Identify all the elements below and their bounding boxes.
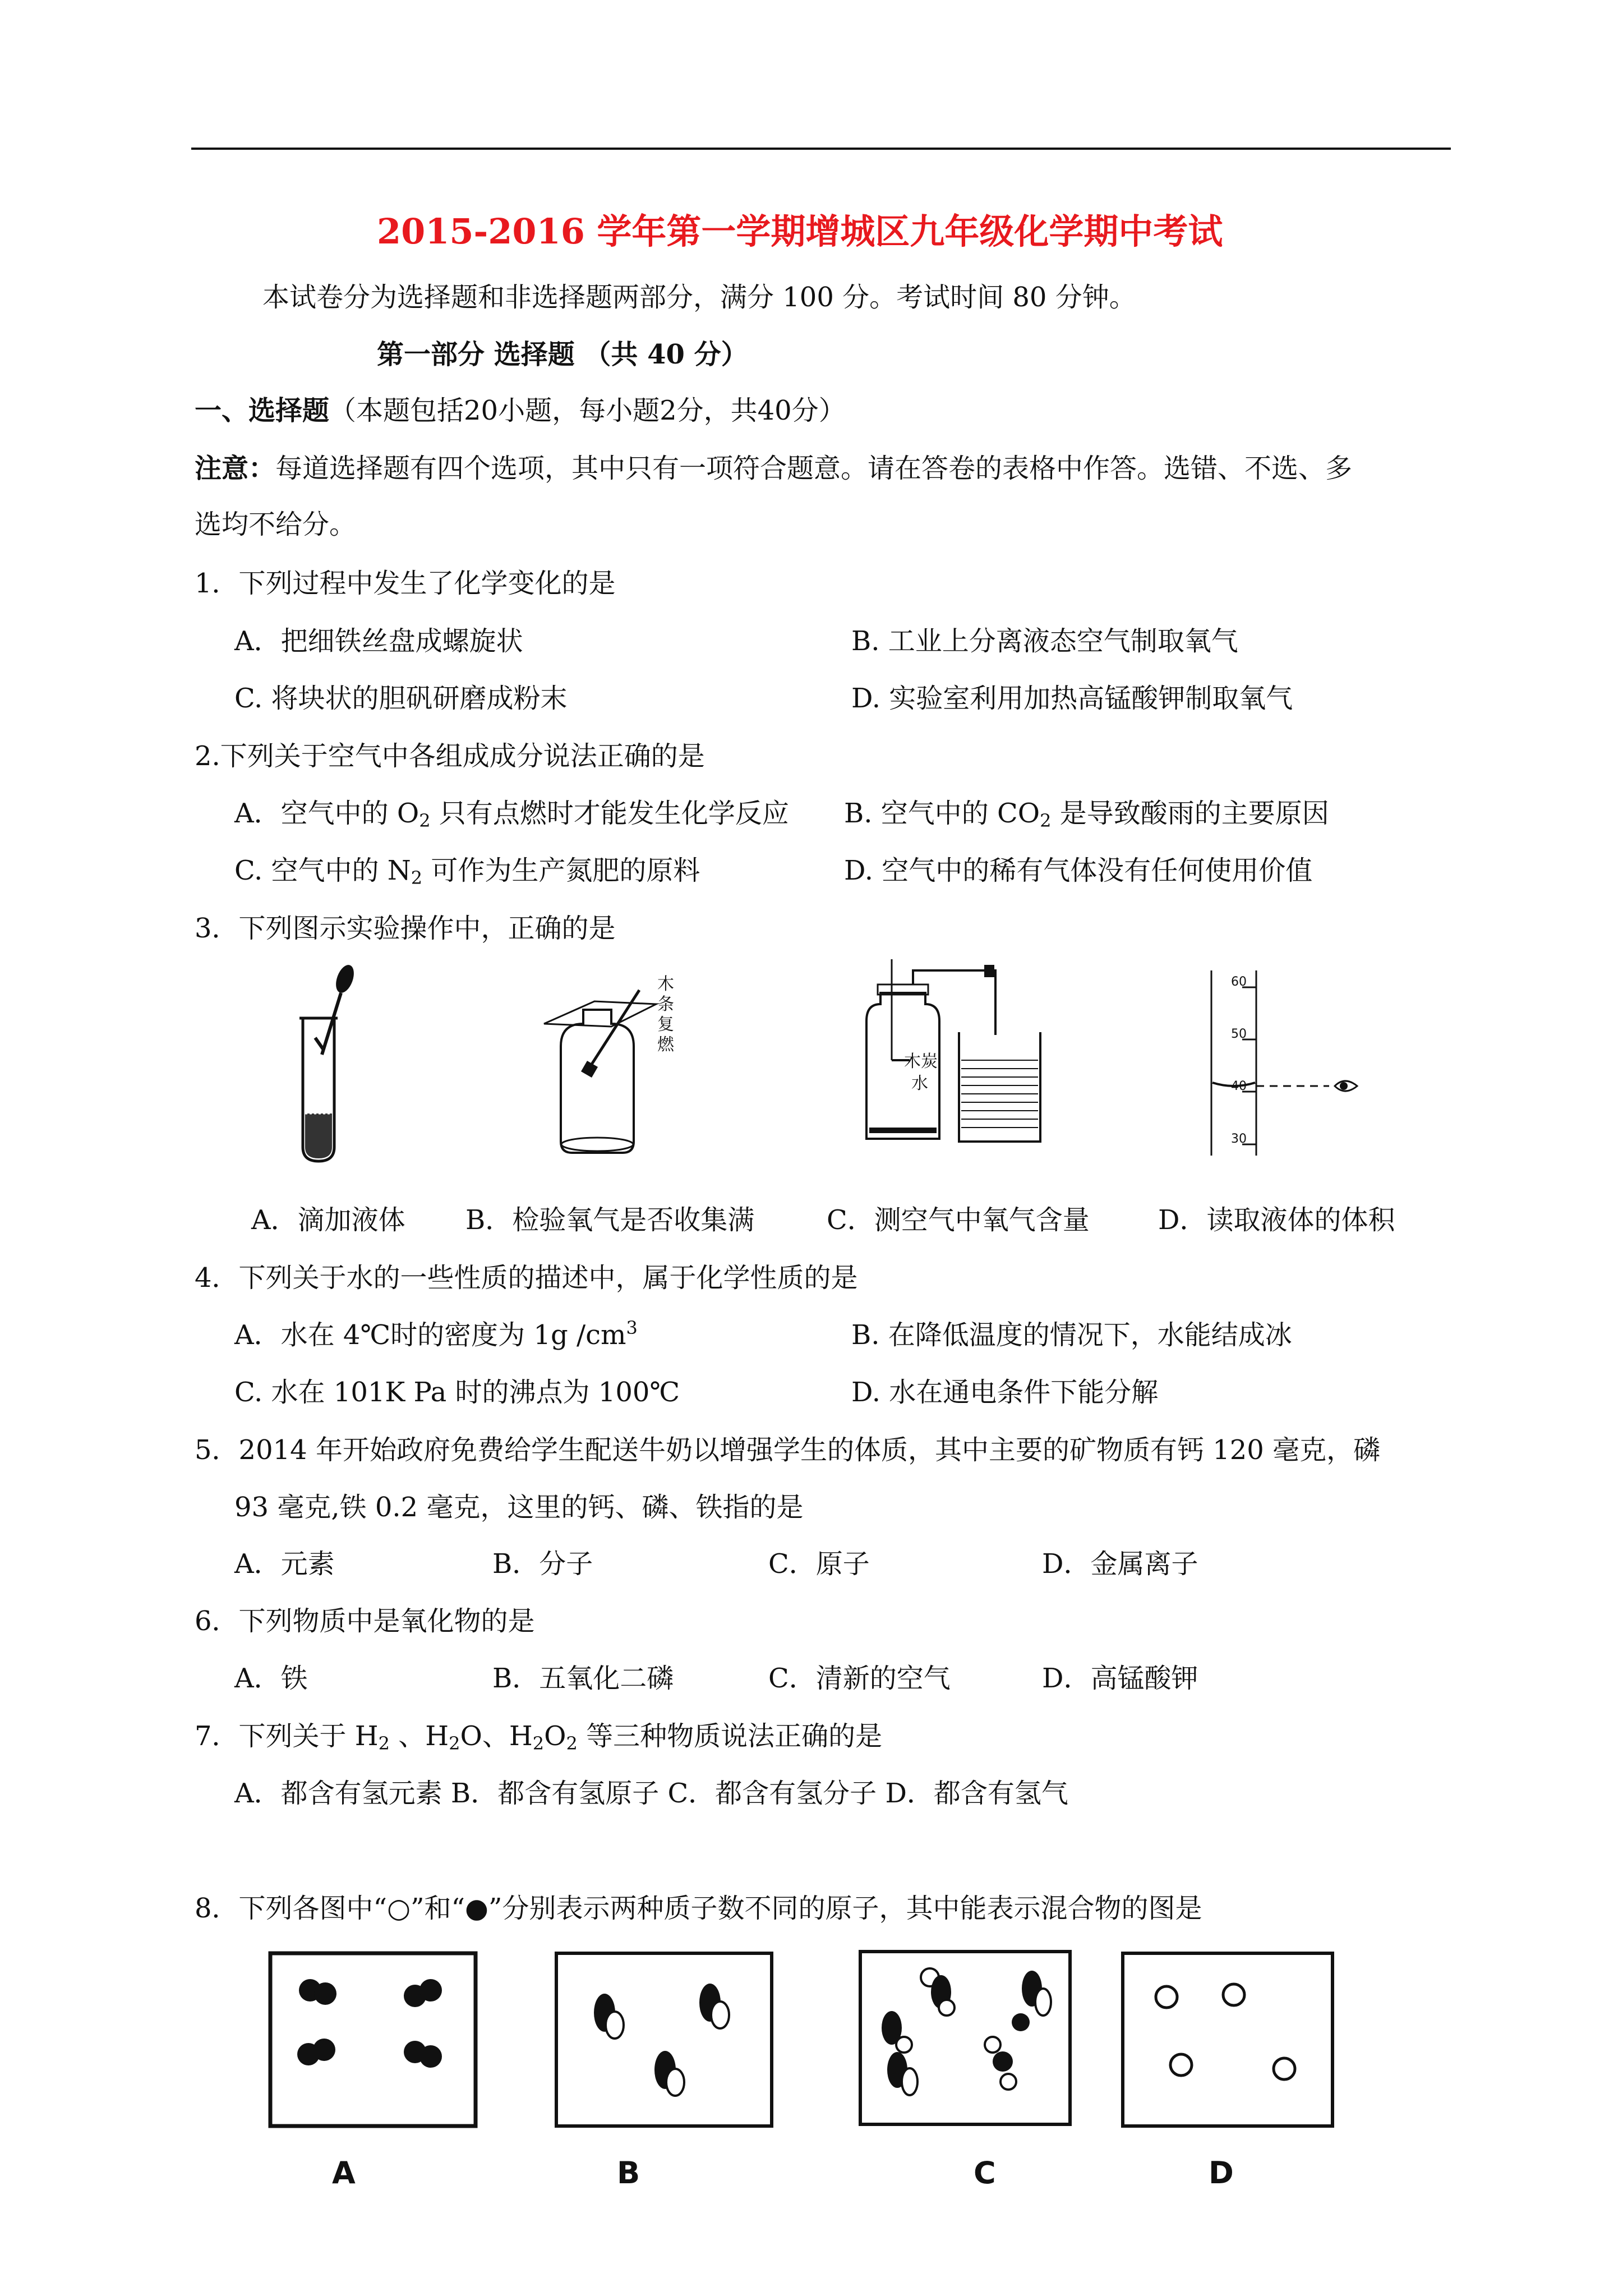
q2-stem: 2.下列关于空气中各组成成分说法正确的是: [195, 740, 705, 772]
q7-options: A．都含有氢元素 B．都含有氢原子 C．都含有氢分子 D．都含有氢气: [234, 1778, 1068, 1809]
cylinder-tick-60: 60: [1231, 975, 1247, 989]
q5-option-b: B．分子: [492, 1548, 593, 1580]
q1-option-b: B. 工业上分离液态空气制取氧气: [851, 625, 1238, 657]
q3-option-b: B．检验氧气是否收集满: [465, 1204, 755, 1236]
figure-c-label-charcoal: 木炭: [904, 1052, 938, 1071]
q8-label-c: C: [974, 2155, 996, 2191]
q8-label-d: D: [1209, 2155, 1234, 2191]
q3-option-a: A．滴加液体: [251, 1204, 405, 1236]
q4-option-c: C. 水在 101K Pa 时的沸点为 100℃: [234, 1377, 680, 1408]
q7-stem: 7．下列关于 $H_2$ 、$H_2O$、$H_2O_2$ 等三种物质说法正确的是: [195, 1720, 883, 1754]
figure-graduated-cylinder: [1195, 970, 1374, 1161]
q8-box-c: [858, 1949, 1072, 2127]
section-heading: 一、选择题（本题包括20小题，每小题2分，共40分）: [195, 395, 846, 426]
q5-option-a: A．元素: [234, 1548, 335, 1580]
q4-stem: 4．下列关于水的一些性质的描述中，属于化学性质的是: [195, 1262, 858, 1294]
figure-b-label-1: 木: [657, 974, 674, 994]
q4-option-b: B. 在降低温度的情况下，水能结成冰: [851, 1319, 1292, 1351]
q8-box-b: [554, 1951, 774, 2128]
q1-option-c: C. 将块状的胆矾研磨成粉末: [234, 683, 568, 714]
q1-option-a: A．把细铁丝盘成螺旋状: [234, 625, 523, 657]
q8-box-a: [268, 1951, 478, 2128]
q3-stem: 3．下列图示实验操作中，正确的是: [195, 913, 616, 944]
q8-label-a: A: [332, 2155, 356, 2191]
figure-b-label-2: 条: [657, 995, 674, 1014]
notice-line-1: 注意：每道选择题有四个选项，其中只有一项符合题意。请在答卷的表格中作答。选错、不选、多: [195, 453, 1353, 484]
notice-line-2: 选均不给分。: [195, 509, 357, 540]
q3-option-c: C．测空气中氧气含量: [827, 1204, 1090, 1236]
exam-title: 2015-2016 学年第一学期增城区九年级化学期中考试: [377, 211, 1223, 252]
q5-option-d: D．金属离子: [1042, 1548, 1198, 1580]
q6-option-d: D．高锰酸钾: [1042, 1663, 1198, 1694]
q1-stem: 1．下列过程中发生了化学变化的是: [195, 568, 616, 599]
q8-label-b: B: [617, 2155, 640, 2191]
q6-option-a: A．铁: [234, 1663, 308, 1694]
figure-dropper-test-tube: [292, 965, 359, 1167]
figure-b-label-4: 燃: [657, 1035, 674, 1055]
q2-option-d: D. 空气中的稀有气体没有任何使用价值: [844, 855, 1313, 886]
q5-stem-line-1: 5．2014 年开始政府免费给学生配送牛奶以增强学生的体质，其中主要的矿物质有钙 120 毫克，磷: [195, 1434, 1381, 1466]
q1-option-d: D. 实验室利用加热高锰酸钾制取氧气: [851, 683, 1293, 714]
cylinder-tick-30: 30: [1231, 1132, 1247, 1146]
figure-b-label-3: 复: [657, 1015, 674, 1034]
q2-option-c: C. 空气中的 $N_2$ 可作为生产氮肥的原料: [234, 855, 700, 889]
q2-option-a: A．空气中的 $O_2$ 只有点燃时才能发生化学反应: [234, 798, 789, 831]
figure-c-label-water: 水: [911, 1074, 928, 1093]
cylinder-tick-50: 50: [1231, 1027, 1247, 1041]
header-rule: [191, 148, 1451, 150]
q8-stem: 8．下列各图中“○”和“●”分别表示两种质子数不同的原子，其中能表示混合物的图是: [195, 1893, 1202, 1924]
q8-box-d: [1121, 1951, 1335, 2128]
q6-option-c: C．清新的空气: [768, 1663, 951, 1694]
q3-option-d: D．读取液体的体积: [1158, 1204, 1395, 1236]
q2-option-b: B. 空气中的 $CO_2$ 是导致酸雨的主要原因: [844, 798, 1329, 831]
q5-stem-line-2: 93 毫克,铁 0.2 毫克，这里的钙、磷、铁指的是: [234, 1492, 804, 1523]
cylinder-tick-40: 40: [1231, 1079, 1247, 1093]
q5-option-c: C．原子: [768, 1548, 870, 1580]
exam-intro: 本试卷分为选择题和非选择题两部分，满分 100 分。考试时间 80 分钟。: [262, 282, 1136, 313]
part-heading: 第一部分 选择题 （共 40 分）: [377, 339, 748, 370]
figure-oxygen-content-apparatus: [847, 954, 1060, 1156]
q4-option-a: A．水在 4℃时的密度为 1g $/cm^3$: [234, 1317, 638, 1351]
q6-stem: 6．下列物质中是氧化物的是: [195, 1605, 535, 1637]
q4-option-d: D. 水在通电条件下能分解: [851, 1377, 1159, 1408]
q6-option-b: B．五氧化二磷: [492, 1663, 674, 1694]
